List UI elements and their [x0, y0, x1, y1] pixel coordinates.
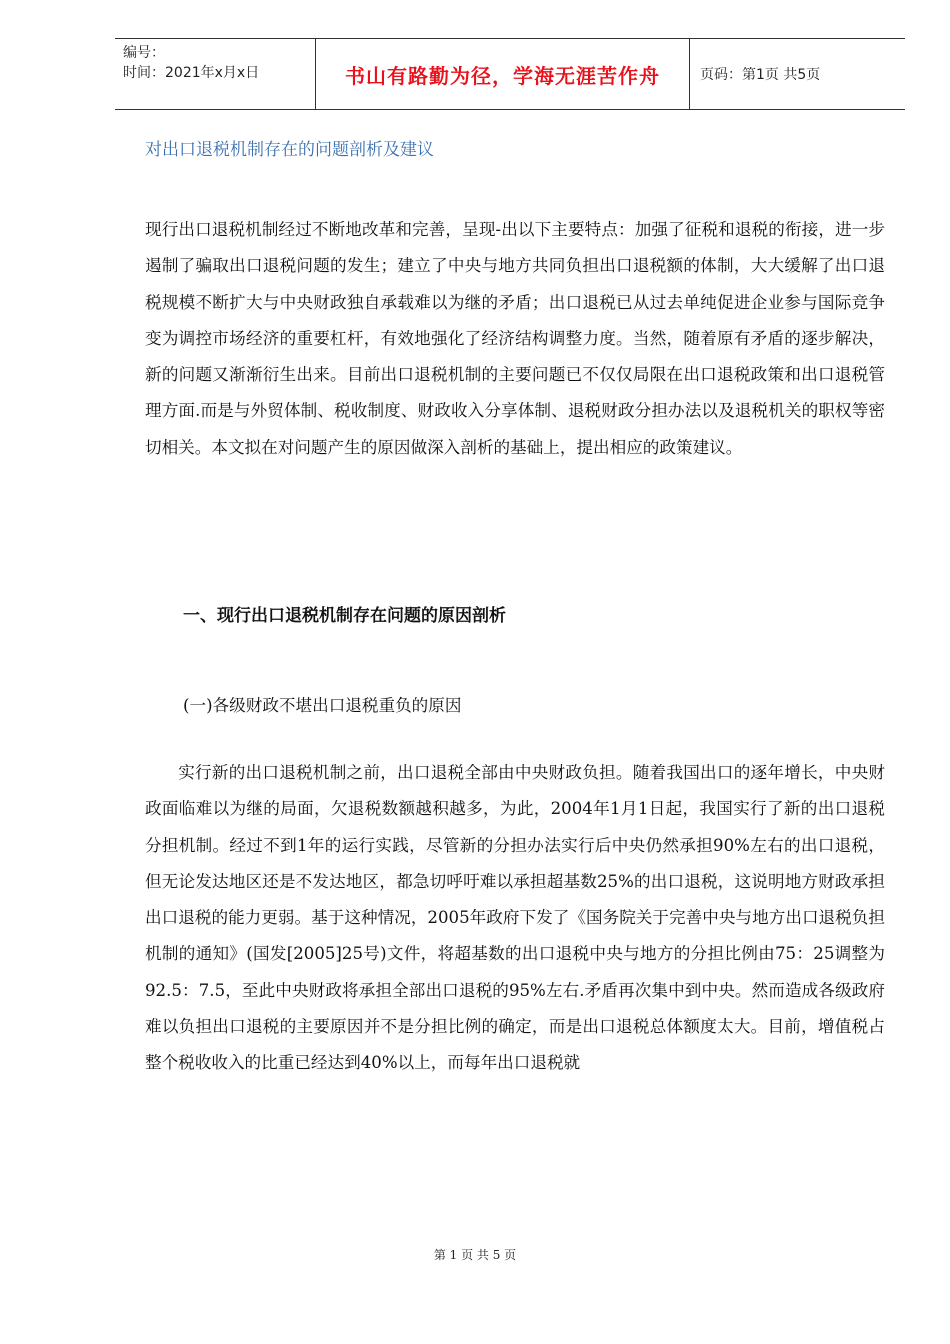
document-time-label: 时间：2021年x月x日 [123, 65, 260, 81]
header-motto: 书山有路勤为径，学海无涯苦作舟 [315, 39, 690, 109]
document-number-label: 编号： [123, 45, 165, 61]
header-meta [115, 39, 315, 109]
intro-paragraph: 现行出口退税机制经过不断地改革和完善，呈现-出以下主要特点：加强了征税和退税的衔接，进一步遏制了骗取出口退税问题的发生；建立了中央与地方共同负担出口退税额的体制，大大缓解了出口退税规模不断扩大与中央财政独自承载难以为继的矛盾；出口退税已从过去单纯促进企业参与国际竞争变为调控市场经济的重要杠杆，有效地强化了经济结构调整力度。当然，随着原有矛盾的逐步解决，新的问题又渐渐衍生出来。目前出口退税机制的主要问题已不仅仅局限在出口退税政策和出口退税管理方面.而是与外贸体制、税收制度、财政收入分享体制、退税财政分担办法以及退税机关的职权等密切相关。本文拟在对问题产生的原因做深入剖析的基础上，提出相应的政策建议。 [145, 220, 885, 457]
page-header [115, 38, 905, 110]
document-title: 对出口退税机制存在的问题剖析及建议 [145, 140, 434, 160]
body-paragraph: 实行新的出口退税机制之前，出口退税全部由中央财政负担。随着我国出口的逐年增长，中央财政面临难以为继的局面，欠退税数额越积越多，为此，2004年1月1日起，我国实行了新的出口退税分担机制。经过不到1年的运行实践，尽管新的分担办法实行后中央仍然承担90%左右的出口退税，但无论发达地区还是不发达地区，都急切呼吁难以承担超基数25%的出口退税，这说明地方财政承担出口退税的能力更弱。基于这种情况，2005年政府下发了《国务院关于完善中央与地方出口退税负担机制的通知》(国发[2005]25号)文件，将超基数的出口退税中央与地方的分担比例由75：25调整为92.5：7.5，至此中央财政将承担全部出口退税的95%左右.矛盾再次集中到中央。然而造成各级政府难以负担出口退税的主要原因并不是分担比例的确定，而是出口退税总体额度太大。目前，增值税占整个税收收入的比重已经达到40%以上，而每年出口退税就 [145, 763, 885, 1073]
section-heading: 一、现行出口退税机制存在问题的原因剖析 [183, 606, 506, 626]
subsection-heading: (一)各级财政不堪出口退税重负的原因 [183, 696, 462, 715]
header-page-info: 页码：第1页 共5页 [700, 67, 821, 83]
page-footer: 第 1 页 共 5 页 [433, 1248, 517, 1262]
